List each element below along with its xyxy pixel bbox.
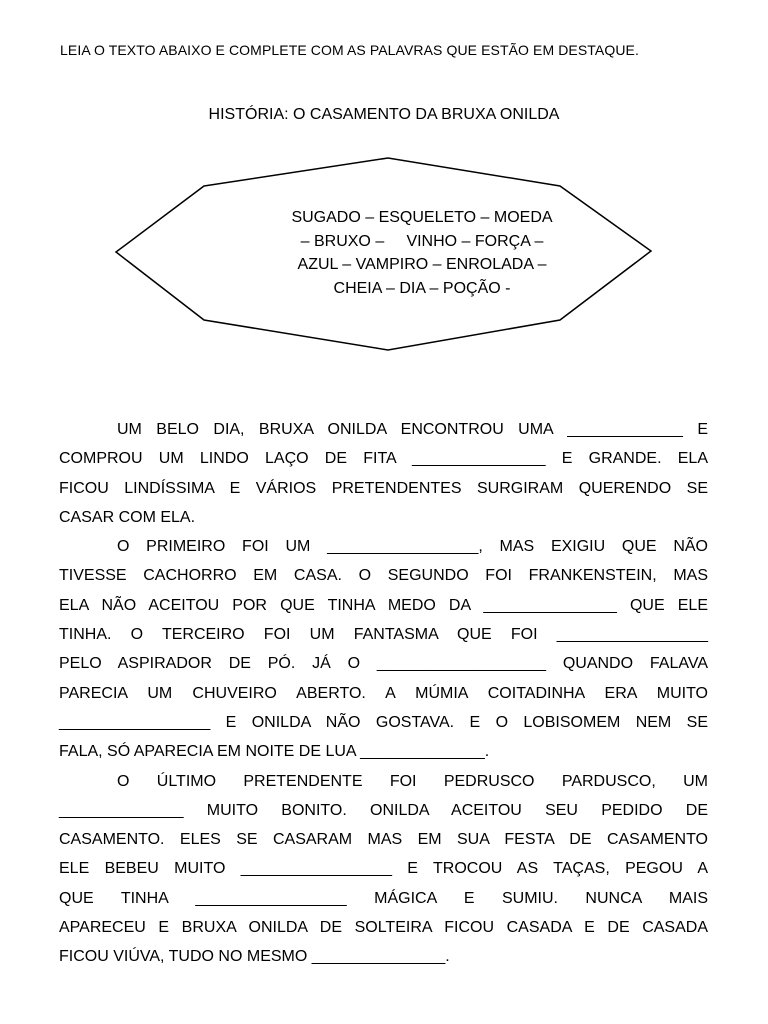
- story-line: ______________ MUITO BONITO. ONILDA ACEITOU SEU PEDIDO DE: [59, 801, 708, 819]
- story-line: UM BELO DIA, BRUXA ONILDA ENCONTROU UMA _____________ E: [117, 421, 708, 438]
- story-title: HISTÓRIA: O CASAMENTO DA BRUXA ONILDA: [208, 106, 560, 123]
- word-bank: [262, 206, 582, 300]
- story-line: CASAR COM ELA.: [59, 508, 196, 526]
- story-line: CASAMENTO. ELES SE CASARAM MAS EM SUA FESTA DE CASAMENTO: [59, 831, 708, 849]
- story-line: FICOU VIÚVA, TUDO NO MESMO _______________.: [59, 948, 450, 966]
- story-line: FICOU LINDÍSSIMA E VÁRIOS PRETENDENTES SURGIRAM QUERENDO SE: [59, 479, 708, 497]
- story-line: ELA NÃO ACEITOU POR QUE TINHA MEDO DA _______________ QUE ELE: [59, 596, 708, 614]
- story-line: APARECEU E BRUXA ONILDA DE SOLTEIRA FICOU CASADA E DE CASADA: [59, 919, 708, 937]
- story-text: [59, 415, 708, 972]
- story-line: QUE TINHA _________________ MÁGICA E SUMIU. NUNCA MAIS: [59, 889, 708, 907]
- story-line: FALA, SÓ APARECIA EM NOITE DE LUA ______________.: [59, 743, 490, 761]
- story-line: ELE BEBEU MUITO _________________ E TROCOU AS TAÇAS, PEGOU A: [59, 860, 708, 878]
- word-bank-line: SUGADO – ESQUELETO – MOEDA: [291, 209, 553, 226]
- story-line: _________________ E ONILDA NÃO GOSTAVA. E O LOBISOMEM NEM SE: [59, 713, 708, 731]
- instruction-text: LEIA O TEXTO ABAIXO E COMPLETE COM AS PALAVRAS QUE ESTÃO EM DESTAQUE.: [60, 42, 639, 58]
- story-line: PELO ASPIRADOR DE PÓ. JÁ O ___________________ QUANDO FALAVA: [59, 655, 708, 673]
- story-line: TINHA. O TERCEIRO FOI UM FANTASMA QUE FOI _________________: [59, 626, 708, 644]
- story-line: COMPROU UM LINDO LAÇO DE FITA _______________ E GRANDE. ELA: [59, 450, 708, 468]
- story-line: O ÚLTIMO PRETENDENTE FOI PEDRUSCO PARDUSCO, UM: [117, 772, 708, 790]
- word-bank-line: – BRUXO – VINHO – FORÇA –: [300, 232, 544, 250]
- word-bank-line: AZUL – VAMPIRO – ENROLADA –: [297, 256, 547, 273]
- story-line: PARECIA UM CHUVEIRO ABERTO. A MÚMIA COITADINHA ERA MUITO: [59, 684, 708, 702]
- word-bank-line: CHEIA – DIA – POÇÃO -: [333, 279, 511, 297]
- story-line: O PRIMEIRO FOI UM _________________, MAS EXIGIU QUE NÃO: [117, 538, 708, 556]
- story-line: TIVESSE CACHORRO EM CASA. O SEGUNDO FOI FRANKENSTEIN, MAS: [59, 567, 708, 585]
